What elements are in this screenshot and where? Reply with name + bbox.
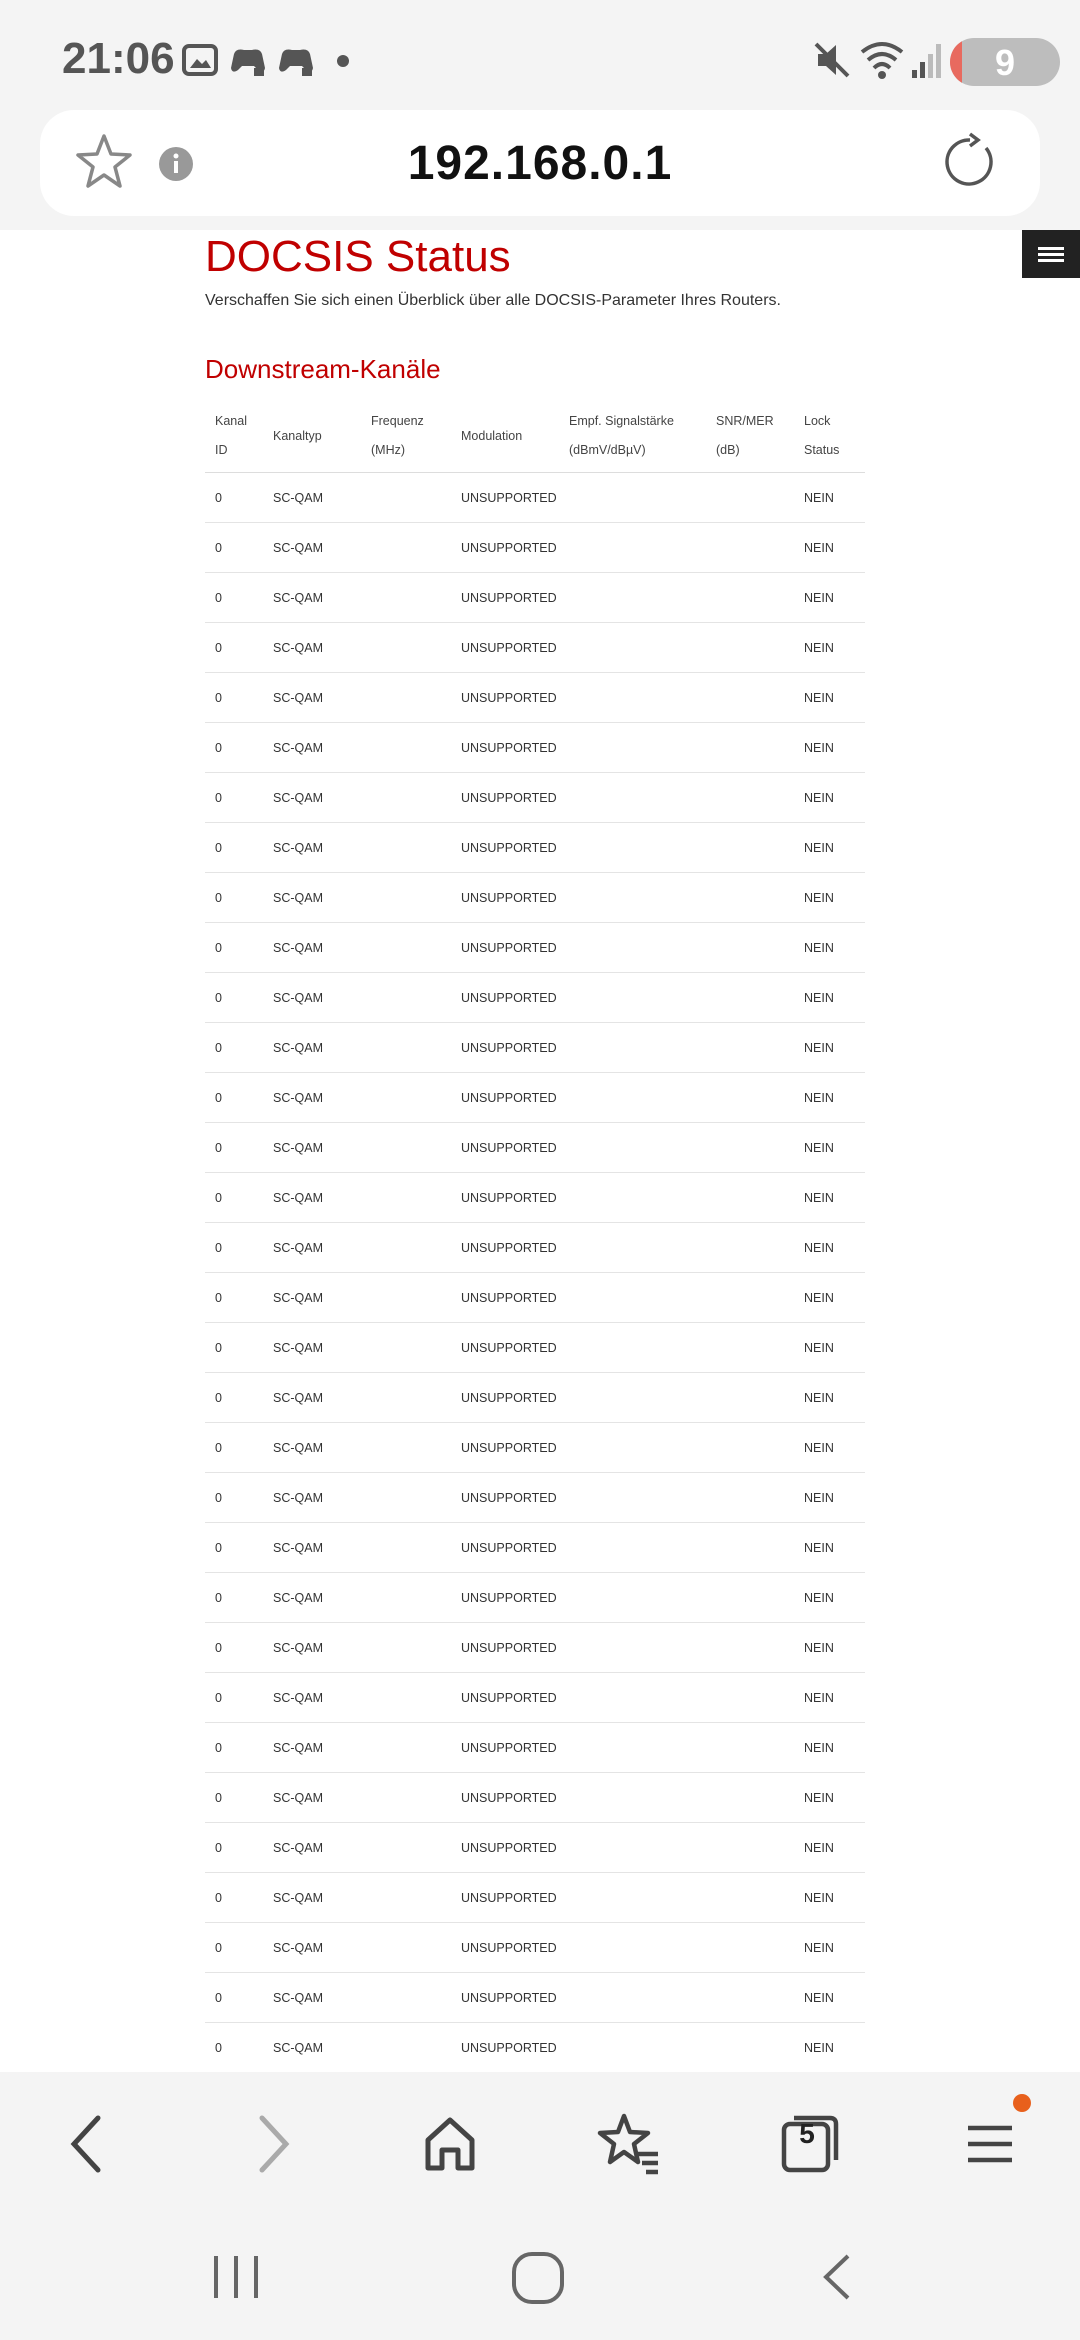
- table-row: [205, 1423, 865, 1473]
- cell-modulation: UNSUPPORTED: [451, 1223, 559, 1273]
- cell-lock-status: NEIN: [794, 2023, 865, 2073]
- home-circle-icon[interactable]: [510, 2250, 566, 2311]
- header-kanaltyp: Kanaltyp: [263, 400, 361, 473]
- cell-kanal-id: 0: [205, 1723, 263, 1773]
- cell-lock-status: NEIN: [794, 773, 865, 823]
- downstream-table: [205, 400, 865, 2072]
- cell-lock-status: NEIN: [794, 1123, 865, 1173]
- table-row: [205, 1623, 865, 1673]
- cell-snr-mer: [706, 723, 794, 773]
- cell-lock-status: NEIN: [794, 1973, 865, 2023]
- cell-signalstaerke: [559, 1773, 706, 1823]
- reload-icon[interactable]: [940, 132, 1000, 197]
- cell-signalstaerke: [559, 1823, 706, 1873]
- cell-frequenz: [361, 823, 451, 873]
- cell-kanal-id: 0: [205, 623, 263, 673]
- cell-modulation: UNSUPPORTED: [451, 1373, 559, 1423]
- url-text[interactable]: 192.168.0.1: [407, 137, 673, 190]
- cell-modulation: UNSUPPORTED: [451, 2023, 559, 2073]
- cell-kanaltyp: SC-QAM: [263, 1673, 361, 1723]
- cell-frequenz: [361, 473, 451, 523]
- screenshot-icon: [180, 40, 220, 85]
- cell-snr-mer: [706, 673, 794, 723]
- cell-kanaltyp: SC-QAM: [263, 723, 361, 773]
- cell-signalstaerke: [559, 573, 706, 623]
- cell-signalstaerke: [559, 1173, 706, 1223]
- cell-modulation: UNSUPPORTED: [451, 823, 559, 873]
- cell-snr-mer: [706, 1873, 794, 1923]
- cell-kanaltyp: SC-QAM: [263, 1973, 361, 2023]
- header-lock-status: Lock Status: [794, 400, 865, 473]
- cell-frequenz: [361, 2023, 451, 2073]
- cell-frequenz: [361, 873, 451, 923]
- cell-lock-status: NEIN: [794, 1823, 865, 1873]
- cell-snr-mer: [706, 1173, 794, 1223]
- cell-kanaltyp: SC-QAM: [263, 1423, 361, 1473]
- cell-signalstaerke: [559, 1223, 706, 1273]
- cell-kanal-id: 0: [205, 1673, 263, 1723]
- table-row: [205, 1723, 865, 1773]
- cell-snr-mer: [706, 873, 794, 923]
- cell-modulation: UNSUPPORTED: [451, 623, 559, 673]
- cell-kanaltyp: SC-QAM: [263, 873, 361, 923]
- table-row: [205, 1173, 865, 1223]
- cell-kanal-id: 0: [205, 1523, 263, 1573]
- cell-kanaltyp: SC-QAM: [263, 1173, 361, 1223]
- cell-snr-mer: [706, 923, 794, 973]
- cell-lock-status: NEIN: [794, 873, 865, 923]
- cell-kanal-id: 0: [205, 923, 263, 973]
- cell-kanaltyp: SC-QAM: [263, 573, 361, 623]
- cell-kanaltyp: SC-QAM: [263, 673, 361, 723]
- cell-snr-mer: [706, 1323, 794, 1373]
- header-modulation: Modulation: [451, 400, 559, 473]
- notification-dot: [1013, 2094, 1031, 2112]
- signal-icon: [910, 40, 944, 85]
- forward-arrow-icon[interactable]: [236, 2108, 308, 2180]
- header-frequenz: Frequenz (MHz): [361, 400, 451, 473]
- cell-signalstaerke: [559, 773, 706, 823]
- table-row: [205, 523, 865, 573]
- table-header-row: [205, 400, 865, 473]
- hamburger-menu-button[interactable]: [1022, 230, 1080, 278]
- table-row: [205, 1273, 865, 1323]
- table-row: [205, 473, 865, 523]
- cell-kanal-id: 0: [205, 1973, 263, 2023]
- cell-modulation: UNSUPPORTED: [451, 923, 559, 973]
- cell-signalstaerke: [559, 523, 706, 573]
- cell-modulation: UNSUPPORTED: [451, 1923, 559, 1973]
- table-row: [205, 723, 865, 773]
- cell-lock-status: NEIN: [794, 1023, 865, 1073]
- cell-signalstaerke: [559, 923, 706, 973]
- cell-frequenz: [361, 1923, 451, 1973]
- table-row: [205, 923, 865, 973]
- cell-lock-status: NEIN: [794, 723, 865, 773]
- cell-kanal-id: 0: [205, 823, 263, 873]
- cell-lock-status: NEIN: [794, 1923, 865, 1973]
- cell-snr-mer: [706, 1673, 794, 1723]
- cell-lock-status: NEIN: [794, 523, 865, 573]
- cell-lock-status: NEIN: [794, 1073, 865, 1123]
- cell-snr-mer: [706, 623, 794, 673]
- cell-kanal-id: 0: [205, 1373, 263, 1423]
- cell-kanaltyp: SC-QAM: [263, 623, 361, 673]
- cell-signalstaerke: [559, 2023, 706, 2073]
- table-row: [205, 773, 865, 823]
- cell-snr-mer: [706, 773, 794, 823]
- cell-kanaltyp: SC-QAM: [263, 1123, 361, 1173]
- bookmarks-icon[interactable]: [594, 2108, 666, 2180]
- cell-frequenz: [361, 1173, 451, 1223]
- table-row: [205, 1323, 865, 1373]
- cell-kanaltyp: SC-QAM: [263, 1223, 361, 1273]
- cell-lock-status: NEIN: [794, 1373, 865, 1423]
- table-row: [205, 823, 865, 873]
- cell-signalstaerke: [559, 1623, 706, 1673]
- cell-kanal-id: 0: [205, 1573, 263, 1623]
- cell-lock-status: NEIN: [794, 1523, 865, 1573]
- table-row: [205, 1673, 865, 1723]
- cell-lock-status: NEIN: [794, 1473, 865, 1523]
- cell-signalstaerke: [559, 1023, 706, 1073]
- web-content: [0, 230, 1080, 2072]
- cell-modulation: UNSUPPORTED: [451, 1423, 559, 1473]
- cell-modulation: UNSUPPORTED: [451, 1823, 559, 1873]
- home-icon[interactable]: [414, 2108, 486, 2180]
- cell-frequenz: [361, 1573, 451, 1623]
- cell-frequenz: [361, 1773, 451, 1823]
- cell-snr-mer: [706, 1123, 794, 1173]
- cell-frequenz: [361, 723, 451, 773]
- cell-signalstaerke: [559, 973, 706, 1023]
- cell-kanaltyp: SC-QAM: [263, 773, 361, 823]
- cell-snr-mer: [706, 1273, 794, 1323]
- cell-kanaltyp: SC-QAM: [263, 1373, 361, 1423]
- cell-kanal-id: 0: [205, 1323, 263, 1373]
- table-row: [205, 873, 865, 923]
- cell-modulation: UNSUPPORTED: [451, 1673, 559, 1723]
- table-row: [205, 1373, 865, 1423]
- cell-signalstaerke: [559, 1123, 706, 1173]
- cell-lock-status: NEIN: [794, 1673, 865, 1723]
- cell-kanal-id: 0: [205, 1823, 263, 1873]
- cell-kanal-id: 0: [205, 573, 263, 623]
- cell-lock-status: NEIN: [794, 1273, 865, 1323]
- cell-modulation: UNSUPPORTED: [451, 1023, 559, 1073]
- cell-modulation: UNSUPPORTED: [451, 1123, 559, 1173]
- cell-modulation: UNSUPPORTED: [451, 1073, 559, 1123]
- cell-kanal-id: 0: [205, 2023, 263, 2073]
- cell-lock-status: NEIN: [794, 1223, 865, 1273]
- cell-frequenz: [361, 523, 451, 573]
- cell-lock-status: NEIN: [794, 1323, 865, 1373]
- tab-count[interactable]: 5: [799, 2118, 815, 2149]
- cell-modulation: UNSUPPORTED: [451, 873, 559, 923]
- cell-kanaltyp: SC-QAM: [263, 1273, 361, 1323]
- table-row: [205, 1773, 865, 1823]
- cell-frequenz: [361, 1973, 451, 2023]
- header-snr-mer: SNR/MER (dB): [706, 400, 794, 473]
- cell-kanaltyp: SC-QAM: [263, 523, 361, 573]
- cell-signalstaerke: [559, 1073, 706, 1123]
- cell-kanaltyp: SC-QAM: [263, 1573, 361, 1623]
- table-row: [205, 1573, 865, 1623]
- game-controller-icon: [228, 40, 268, 85]
- cell-kanaltyp: SC-QAM: [263, 1073, 361, 1123]
- cell-kanal-id: 0: [205, 1473, 263, 1523]
- cell-kanaltyp: SC-QAM: [263, 1523, 361, 1573]
- cell-kanal-id: 0: [205, 673, 263, 723]
- cell-lock-status: NEIN: [794, 973, 865, 1023]
- table-row: [205, 1923, 865, 1973]
- system-navigation-bar: [0, 2212, 1080, 2340]
- cell-modulation: UNSUPPORTED: [451, 1623, 559, 1673]
- cell-modulation: UNSUPPORTED: [451, 1173, 559, 1223]
- table-row: [205, 1973, 865, 2023]
- cell-kanal-id: 0: [205, 1923, 263, 1973]
- header-kanal-id: Kanal ID: [205, 400, 263, 473]
- table-row: [205, 1823, 865, 1873]
- cell-frequenz: [361, 1023, 451, 1073]
- cell-snr-mer: [706, 1773, 794, 1823]
- battery-badge: [950, 38, 1060, 86]
- cell-kanal-id: 0: [205, 473, 263, 523]
- cell-kanaltyp: SC-QAM: [263, 1323, 361, 1373]
- cell-frequenz: [361, 1123, 451, 1173]
- table-row: [205, 1123, 865, 1173]
- cell-snr-mer: [706, 1223, 794, 1273]
- battery-level: 9: [994, 42, 1016, 83]
- cell-signalstaerke: [559, 873, 706, 923]
- cell-signalstaerke: [559, 1573, 706, 1623]
- cell-frequenz: [361, 1273, 451, 1323]
- cell-lock-status: NEIN: [794, 473, 865, 523]
- cell-frequenz: [361, 1723, 451, 1773]
- cell-signalstaerke: [559, 1723, 706, 1773]
- table-row: [205, 673, 865, 723]
- cell-kanaltyp: SC-QAM: [263, 973, 361, 1023]
- cell-signalstaerke: [559, 1973, 706, 2023]
- section-title: Downstream-Kanäle: [205, 354, 441, 384]
- cell-snr-mer: [706, 1723, 794, 1773]
- cell-kanaltyp: SC-QAM: [263, 923, 361, 973]
- cell-kanal-id: 0: [205, 723, 263, 773]
- cell-kanaltyp: SC-QAM: [263, 1473, 361, 1523]
- cell-snr-mer: [706, 823, 794, 873]
- cell-modulation: UNSUPPORTED: [451, 1873, 559, 1923]
- table-row: [205, 1023, 865, 1073]
- cell-frequenz: [361, 1473, 451, 1523]
- cell-kanaltyp: SC-QAM: [263, 823, 361, 873]
- table-row: [205, 573, 865, 623]
- cell-signalstaerke: [559, 473, 706, 523]
- cell-snr-mer: [706, 1973, 794, 2023]
- cell-signalstaerke: [559, 1923, 706, 1973]
- cell-modulation: UNSUPPORTED: [451, 1273, 559, 1323]
- table-row: [205, 623, 865, 673]
- cell-modulation: UNSUPPORTED: [451, 1973, 559, 2023]
- cell-frequenz: [361, 973, 451, 1023]
- cell-snr-mer: [706, 1373, 794, 1423]
- cell-signalstaerke: [559, 1873, 706, 1923]
- cell-modulation: UNSUPPORTED: [451, 1773, 559, 1823]
- cell-modulation: UNSUPPORTED: [451, 1723, 559, 1773]
- cell-signalstaerke: [559, 623, 706, 673]
- cell-snr-mer: [706, 1573, 794, 1623]
- cell-snr-mer: [706, 1623, 794, 1673]
- back-arrow-icon[interactable]: [52, 2108, 124, 2180]
- cell-modulation: UNSUPPORTED: [451, 1473, 559, 1523]
- cell-lock-status: NEIN: [794, 673, 865, 723]
- cell-snr-mer: [706, 1523, 794, 1573]
- cell-frequenz: [361, 1823, 451, 1873]
- cell-frequenz: [361, 923, 451, 973]
- cell-snr-mer: [706, 1023, 794, 1073]
- cell-lock-status: NEIN: [794, 1723, 865, 1773]
- cell-kanal-id: 0: [205, 523, 263, 573]
- cell-lock-status: NEIN: [794, 1173, 865, 1223]
- cell-frequenz: [361, 1323, 451, 1373]
- cell-signalstaerke: [559, 1473, 706, 1523]
- cell-signalstaerke: [559, 1273, 706, 1323]
- cell-kanal-id: 0: [205, 1623, 263, 1673]
- cell-snr-mer: [706, 1423, 794, 1473]
- cell-lock-status: NEIN: [794, 1573, 865, 1623]
- cell-lock-status: NEIN: [794, 623, 865, 673]
- status-bar: [0, 0, 1080, 110]
- cell-signalstaerke: [559, 1423, 706, 1473]
- cell-modulation: UNSUPPORTED: [451, 1573, 559, 1623]
- cell-kanal-id: 0: [205, 1123, 263, 1173]
- dot-icon: [336, 54, 350, 73]
- cell-kanaltyp: SC-QAM: [263, 2023, 361, 2073]
- cell-kanal-id: 0: [205, 1173, 263, 1223]
- table-row: [205, 1873, 865, 1923]
- table-row: [205, 1073, 865, 1123]
- cell-snr-mer: [706, 523, 794, 573]
- table-row: [205, 2023, 865, 2073]
- cell-snr-mer: [706, 473, 794, 523]
- cell-snr-mer: [706, 1923, 794, 1973]
- cell-lock-status: NEIN: [794, 1773, 865, 1823]
- cell-frequenz: [361, 1373, 451, 1423]
- cell-kanal-id: 0: [205, 973, 263, 1023]
- cell-frequenz: [361, 1673, 451, 1723]
- cell-frequenz: [361, 1223, 451, 1273]
- header-signalstaerke: Empf. Signalstärke (dBmV/dBµV): [559, 400, 706, 473]
- cell-signalstaerke: [559, 1673, 706, 1723]
- cell-kanaltyp: SC-QAM: [263, 1023, 361, 1073]
- cell-kanal-id: 0: [205, 1873, 263, 1923]
- cell-snr-mer: [706, 573, 794, 623]
- cell-kanaltyp: SC-QAM: [263, 473, 361, 523]
- cell-modulation: UNSUPPORTED: [451, 473, 559, 523]
- cell-frequenz: [361, 1073, 451, 1123]
- cell-kanal-id: 0: [205, 1273, 263, 1323]
- browser-bottom-bar: [0, 2072, 1080, 2212]
- cell-kanaltyp: SC-QAM: [263, 1723, 361, 1773]
- cell-lock-status: NEIN: [794, 573, 865, 623]
- table-row: [205, 1523, 865, 1573]
- table-row: [205, 1223, 865, 1273]
- cell-frequenz: [361, 573, 451, 623]
- cell-kanal-id: 0: [205, 1223, 263, 1273]
- cell-signalstaerke: [559, 1323, 706, 1373]
- cell-kanal-id: 0: [205, 1773, 263, 1823]
- cell-modulation: UNSUPPORTED: [451, 773, 559, 823]
- table-row: [205, 973, 865, 1023]
- cell-frequenz: [361, 623, 451, 673]
- cell-lock-status: NEIN: [794, 1423, 865, 1473]
- cell-modulation: UNSUPPORTED: [451, 973, 559, 1023]
- cell-snr-mer: [706, 1473, 794, 1523]
- cell-kanaltyp: SC-QAM: [263, 1923, 361, 1973]
- cell-modulation: UNSUPPORTED: [451, 673, 559, 723]
- cell-modulation: UNSUPPORTED: [451, 523, 559, 573]
- wifi-icon: [860, 40, 904, 85]
- cell-frequenz: [361, 1873, 451, 1923]
- table-row: [205, 1473, 865, 1523]
- cell-kanal-id: 0: [205, 1023, 263, 1073]
- cell-kanal-id: 0: [205, 773, 263, 823]
- cell-signalstaerke: [559, 823, 706, 873]
- cell-kanal-id: 0: [205, 1073, 263, 1123]
- mute-icon: [812, 40, 852, 85]
- cell-lock-status: NEIN: [794, 1873, 865, 1923]
- clock: 21:06: [62, 34, 175, 83]
- cell-modulation: UNSUPPORTED: [451, 723, 559, 773]
- recent-apps-icon[interactable]: [206, 2252, 266, 2307]
- cell-modulation: UNSUPPORTED: [451, 1523, 559, 1573]
- cell-modulation: UNSUPPORTED: [451, 1323, 559, 1373]
- cell-signalstaerke: [559, 1373, 706, 1423]
- address-bar[interactable]: [40, 110, 1040, 216]
- cell-kanaltyp: SC-QAM: [263, 1823, 361, 1873]
- cell-kanaltyp: SC-QAM: [263, 1873, 361, 1923]
- back-chevron-icon[interactable]: [814, 2252, 864, 2307]
- cell-snr-mer: [706, 2023, 794, 2073]
- cell-frequenz: [361, 1423, 451, 1473]
- cell-lock-status: NEIN: [794, 1623, 865, 1673]
- cell-lock-status: NEIN: [794, 823, 865, 873]
- cell-snr-mer: [706, 973, 794, 1023]
- cell-frequenz: [361, 673, 451, 723]
- cell-signalstaerke: [559, 673, 706, 723]
- cell-frequenz: [361, 1523, 451, 1573]
- cell-signalstaerke: [559, 723, 706, 773]
- table-body: [205, 473, 865, 2073]
- cell-modulation: UNSUPPORTED: [451, 573, 559, 623]
- cell-snr-mer: [706, 1073, 794, 1123]
- game-controller-icon: [276, 40, 316, 85]
- cell-snr-mer: [706, 1823, 794, 1873]
- page-title: DOCSIS Status: [205, 232, 511, 281]
- menu-icon[interactable]: [954, 2108, 1026, 2180]
- cell-kanaltyp: SC-QAM: [263, 1773, 361, 1823]
- cell-kanaltyp: SC-QAM: [263, 1623, 361, 1673]
- cell-frequenz: [361, 773, 451, 823]
- cell-frequenz: [361, 1623, 451, 1673]
- cell-kanal-id: 0: [205, 873, 263, 923]
- cell-signalstaerke: [559, 1523, 706, 1573]
- cell-lock-status: NEIN: [794, 923, 865, 973]
- page-description: Verschaffen Sie sich einen Überblick über alle DOCSIS-Parameter Ihres Routers.: [205, 292, 781, 309]
- cell-kanal-id: 0: [205, 1423, 263, 1473]
